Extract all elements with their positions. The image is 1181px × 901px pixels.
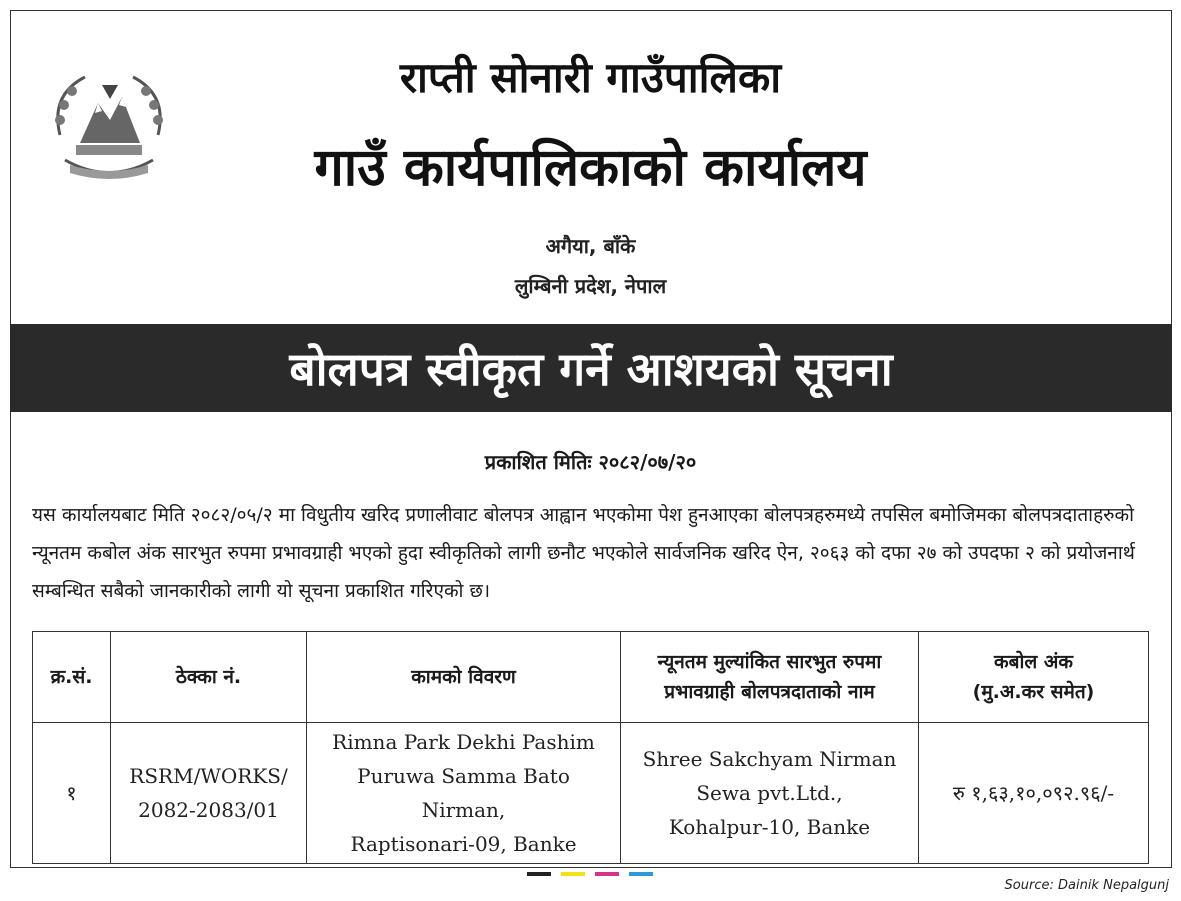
header-contract-no: ठेक्का नं. <box>111 632 307 723</box>
print-mark-cyan <box>629 872 653 876</box>
cell-work-description: Rimna Park Dekhi Pashim Puruwa Samma Bato Nirman, Raptisonari-09, Banke <box>307 723 621 864</box>
table-header-row <box>33 632 1149 723</box>
header-bid-amount: कबोल अंक (मु.अ.कर समेत) <box>919 632 1149 723</box>
header-work-description: कामको विवरण <box>307 632 621 723</box>
address-line-2: लुम्बिनी प्रदेश, नेपाल <box>514 274 667 298</box>
municipality-name: राप्ती सोनारी गाउँपालिका <box>399 53 782 102</box>
tender-table <box>32 631 1149 864</box>
header-serial: क्र.सं. <box>33 632 111 723</box>
cell-contract-no: RSRM/WORKS/ 2082-2083/01 <box>111 723 307 864</box>
notice-title: बोलपत्र स्वीकृत गर्ने आशयको सूचना <box>289 342 893 396</box>
table-row <box>33 723 1149 864</box>
address-line-1: अगैया, बाँके <box>545 234 636 258</box>
source-credit: Source: Dainik Nepalgunj <box>1004 878 1169 893</box>
print-registration-marks <box>527 872 653 876</box>
notice-paragraph: यस कार्यालयबाट मिति २०८२/०५/२ मा विधुतीय खरिद प्रणालीवाट बोलपत्र आह्वान भएकोमा पेश हुनआएका बोलपत्रहरुमध्ये तपसिल बमोजिमका बोलपत्रदाताहरुको न्यूनतम कबोल अंक सारभुत रुपमा प्रभावग्राही भएको हुदा स्वीकृतिको लागी छनौट भएकोले सार्वजनिक खरिद ऐन, २०६३ को दफा २७ को उपदफा २ को प्रयोजनार्थ सम्बन्धित सबैको जानकारीको लागी यो सूचना प्रकाशित गरिएको छ। <box>32 504 1135 602</box>
header-bidder-name: न्यूनतम मुल्यांकित सारभुत रुपमा प्रभावग्राही बोलपत्रदाताको नाम <box>621 632 919 723</box>
print-mark-magenta <box>595 872 619 876</box>
publish-date: प्रकाशित मितिः २०८२/०७/२० <box>484 450 697 474</box>
print-mark-black <box>527 872 551 876</box>
notice-title-banner <box>10 324 1172 412</box>
office-name: गाउँ कार्यपालिकाको कार्यालय <box>314 138 867 198</box>
cell-bidder-name: Shree Sakchyam Nirman Sewa pvt.Ltd., Kohalpur-10, Banke <box>621 723 919 864</box>
cell-serial: १ <box>33 723 111 864</box>
print-mark-yellow <box>561 872 585 876</box>
cell-bid-amount: रु १,६३,१०,०९२.९६/- <box>919 723 1149 864</box>
